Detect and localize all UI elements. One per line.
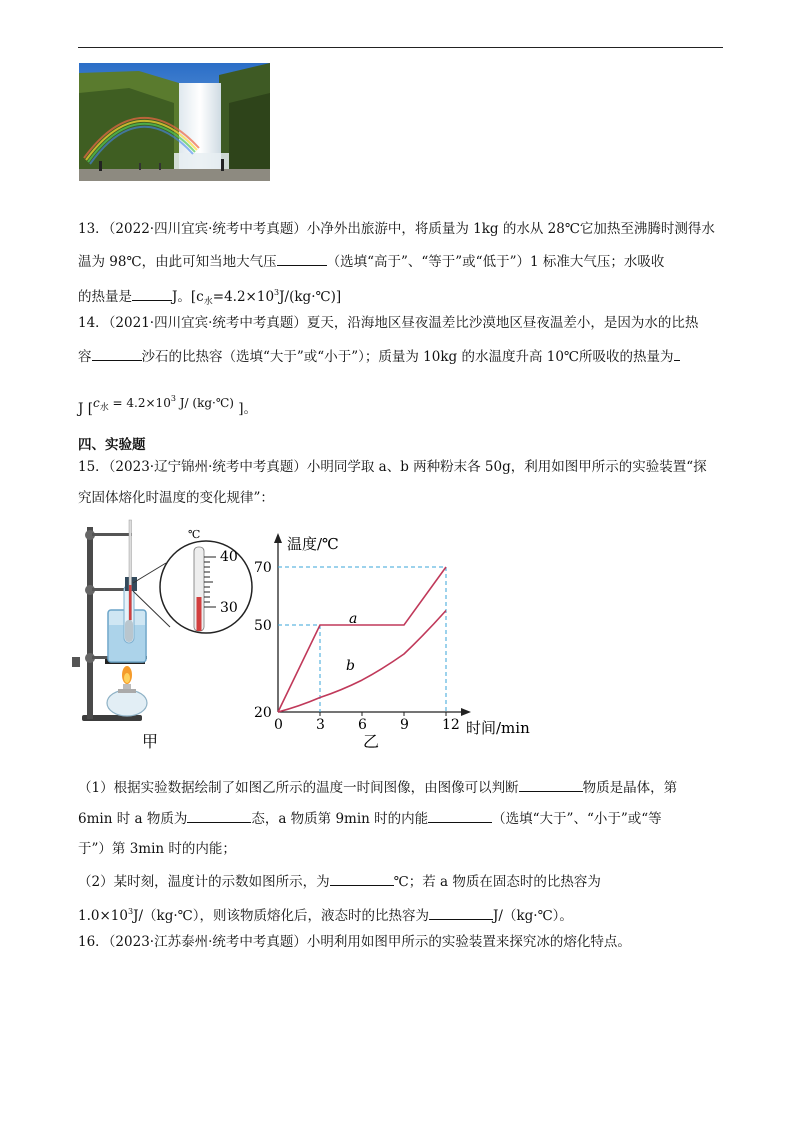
q15-superscript: 3 [127,907,134,916]
q15-answer-blank-2[interactable] [187,808,251,823]
q15-answer-blank-3[interactable] [428,808,492,823]
header-rule [78,47,723,48]
q15-sub2-line2 [78,902,573,926]
thermometer-label-top: 40 [220,549,238,565]
q14-answer-blank-2[interactable] [674,346,680,361]
q14-line2-text-b: 沙石的比热容（选填“大于”或“小于”）；质量为 10kg 的水温度升高 10℃所吸收的热量为 [141,349,674,365]
q15-sub2-text-d: J/（kg·℃），则该物质熔化后，液态时的比热容为 [133,908,429,924]
series-line-a [278,567,446,712]
q15-sub2-text-b: ℃；若 a 物质在固态时的比热容为 [393,874,601,890]
q16-line1: 16．（2023·江苏泰州·统考中考真题）小明利用如图甲所示的实验装置来探究冰的熔化特点。 [78,934,631,950]
thermometer-magnified [160,528,252,633]
series-label-a: a [349,611,358,627]
q14-formula-value: = 4.2×10 [108,396,171,410]
q15-answer-blank-1[interactable] [519,777,583,792]
x-axis-title: 时间/min [466,719,530,737]
y-tick-label-70: 70 [254,560,272,576]
q13-answer-blank-1[interactable] [277,251,327,266]
q15-line1: 15．（2023·辽宁锦州·统考中考真题）小明同学取 a、b 两种粉末各 50g，利用如图甲所示的实验装置“探 [78,459,707,475]
q15-answer-blank-4[interactable] [330,871,394,886]
q15-figure [70,515,550,760]
apparatus-illustration [72,520,170,721]
x-tick-label-0: 0 [274,717,283,733]
figure-label-yi: 乙 [363,732,380,751]
q15-sub1-text-a: （1）根据实验数据绘制了如图乙所示的温度一时间图像，由图像可以判断 [78,780,519,796]
y-axis-arrow [274,533,282,543]
thermometer-label-bottom: 30 [220,600,238,616]
q13-line3 [78,283,341,312]
q15-answer-blank-5[interactable] [429,905,493,920]
waterfall-rainbow-photo [79,63,270,181]
q13-superscript: 3 [274,288,280,297]
series-label-b: b [346,658,355,674]
x-axis-arrow [461,708,471,716]
q13-line1: 13．（2022·四川宜宾·统考中考真题）小净外出旅游中，将质量为 1kg 的水从 28℃它加热至沸腾时测得水 [78,221,715,237]
q15-sub2-text-e: J/（kg·℃）。 [493,908,573,924]
q13-line2-text-a: 温为 98℃，由此可知当地大气压 [78,254,277,270]
q15-sub2-text-a: （2）某时刻，温度计的示数如图所示，为 [78,874,330,890]
q15-sub1-line1 [78,777,677,798]
q14-formula-c: c [92,396,100,410]
q15-sub2-text-c: 1.0×10 [78,908,128,924]
q13-subscript-water: 水 [203,297,213,307]
q15-sub1-text-c: 6min 时 a 物质为 [78,811,188,827]
q15-sub1-line2 [78,808,662,829]
q15-sub1-text-d: 态，a 物质第 9min 时的内能 [251,811,429,827]
x-tick-label-6: 6 [358,717,367,733]
q15-line2: 究固体熔化时温度的变化规律”： [78,490,274,506]
section-heading-experiments: 四、实验题 [78,437,146,453]
q14-subscript-water: 水 [99,403,109,413]
y-tick-label-50: 50 [254,618,272,634]
x-tick-label-9: 9 [400,717,409,733]
q13-answer-blank-2[interactable] [132,286,172,301]
q14-line1: 14．（2021·四川宜宾·统考中考真题）夏天，沿海地区昼夜温差比沙漠地区昼夜温差小，是因为水的比热 [78,315,699,331]
q13-line2 [78,251,664,272]
q14-superscript: 3 [170,394,176,403]
q14-formula-unit: J/ (kg·℃) [175,396,234,410]
q15-figure-svg [70,515,550,760]
q14-answer-blank-1[interactable] [92,346,142,361]
y-axis-title: 温度/℃ [287,535,339,553]
q14-line2 [78,346,680,367]
x-tick-label-3: 3 [316,717,325,733]
q15-sub1-text-e: （选填“大于”、“小于”或“等 [492,811,662,827]
q13-line3-text-f: J/(kg·℃)] [279,289,342,305]
q14-line3 [78,389,257,419]
q13-line3-text-b: J。[c [172,289,204,305]
thermometer-unit: ℃ [188,528,201,541]
q15-sub1-line3: 于”）第 3min 时的内能； [78,841,236,857]
q13-line3-text-d: =4.2×10 [212,289,275,305]
q14-line3-text-a: J [ [78,401,93,417]
y-tick-label-20: 20 [254,705,272,721]
q14-line3-text-h: ]。 [238,401,258,417]
q14-formula [93,389,234,418]
q13-line2-text-b: （选填“高于”、“等于”或“低于”）1 标准大气压；水吸收 [326,254,665,270]
figure-label-jia: 甲 [142,732,159,751]
q15-sub1-text-b: 物质是晶体，第 [582,780,678,796]
q15-sub2-line1 [78,871,601,892]
q13-line3-text-a: 的热量是 [78,289,132,305]
x-tick-label-12: 12 [442,717,460,733]
temperature-time-graph [254,533,530,737]
q14-line2-text-a: 容 [78,349,92,365]
